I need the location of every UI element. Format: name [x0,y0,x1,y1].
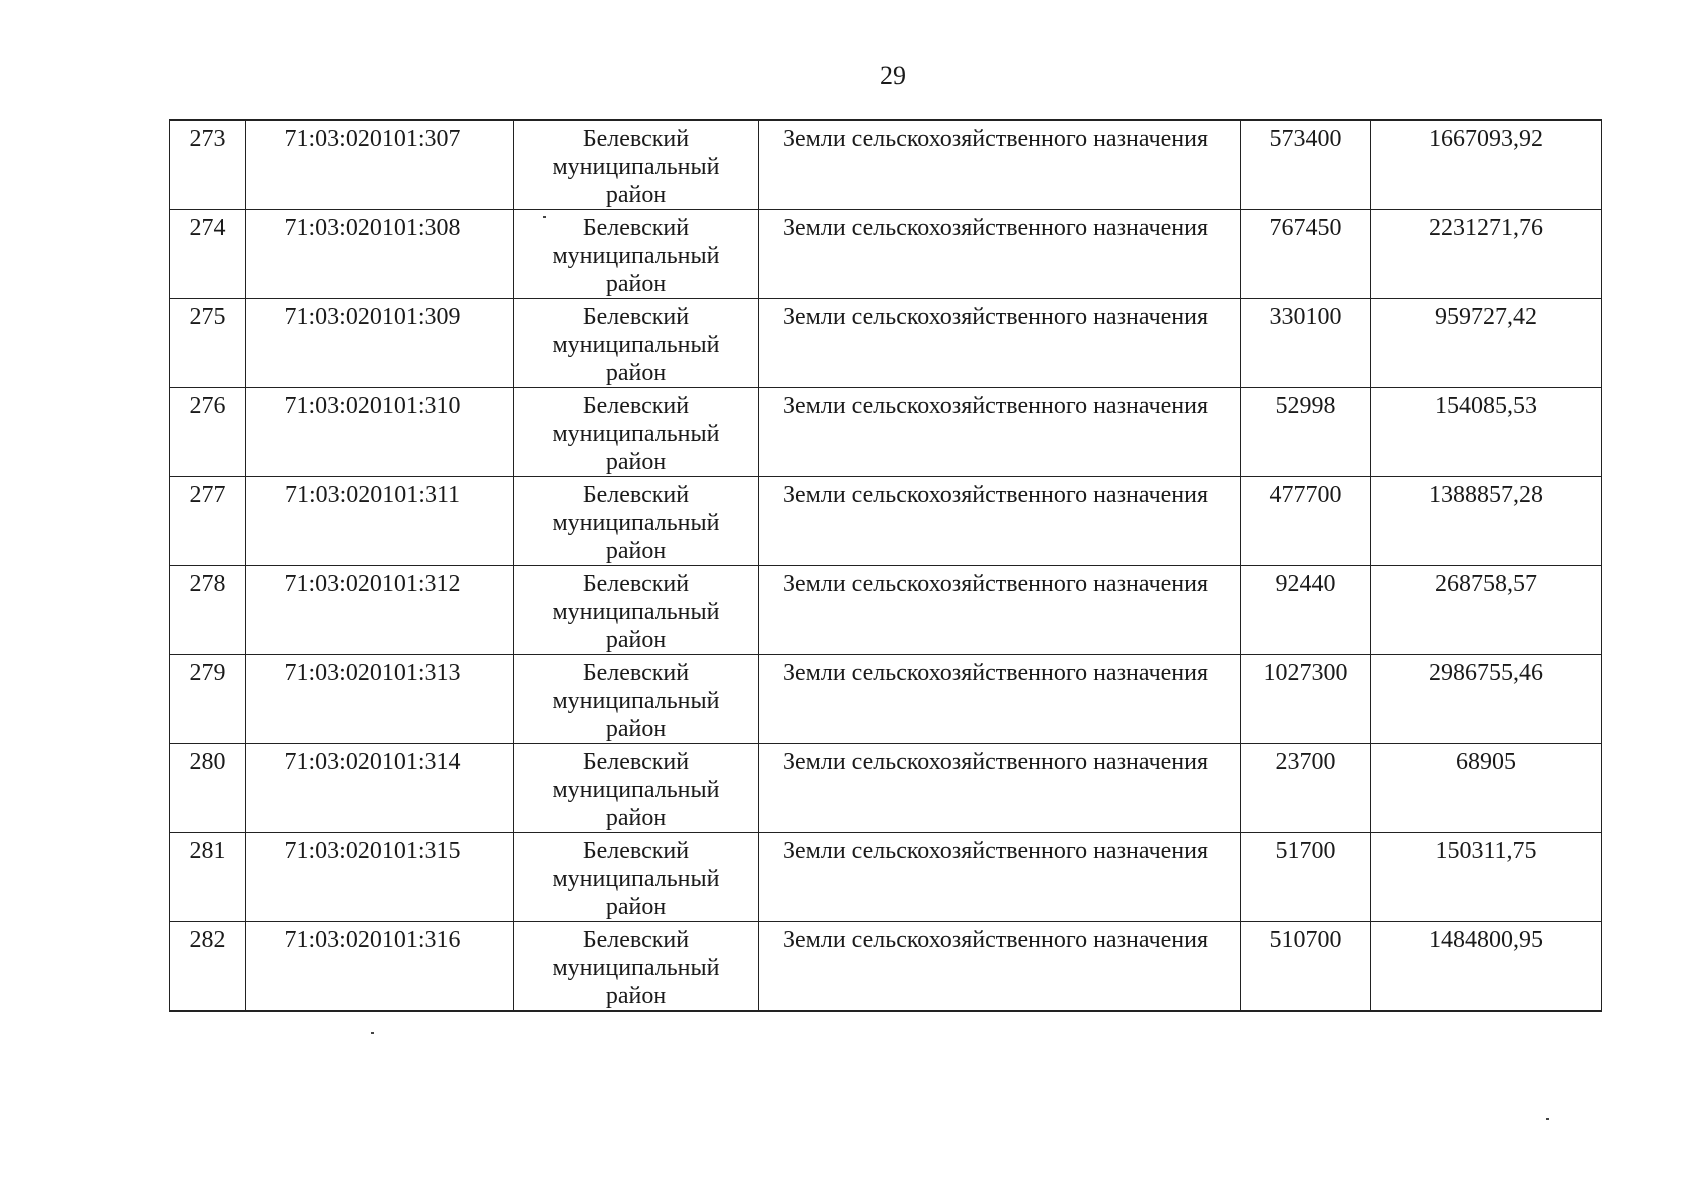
area-cell: 51700 [1241,833,1371,922]
cadastral-number-cell: 71:03:020101:314 [246,744,514,833]
area-cell: 23700 [1241,744,1371,833]
table-row [170,388,1602,477]
row-number-cell: 273 [170,120,246,210]
area-cell: 573400 [1241,120,1371,210]
row-number-cell: 280 [170,744,246,833]
district-cell: Белевский муниципальный район [514,922,759,1012]
cadastral-value-cell: 150311,75 [1371,833,1602,922]
row-number-cell: 278 [170,566,246,655]
land-category-cell: Земли сельскохозяйственного назначения [759,477,1241,566]
cadastral-value-cell: 1484800,95 [1371,922,1602,1012]
scan-speck [371,1032,374,1034]
land-category-cell: Земли сельскохозяйственного назначения [759,744,1241,833]
area-cell: 330100 [1241,299,1371,388]
table-body [170,120,1602,1011]
land-category-cell: Земли сельскохозяйственного назначения [759,210,1241,299]
district-cell: Белевский муниципальный район [514,210,759,299]
area-cell: 767450 [1241,210,1371,299]
district-cell: Белевский муниципальный район [514,477,759,566]
cadastral-number-cell: 71:03:020101:313 [246,655,514,744]
table-row [170,922,1602,1012]
cadastral-number-cell: 71:03:020101:308 [246,210,514,299]
row-number-cell: 275 [170,299,246,388]
land-category-cell: Земли сельскохозяйственного назначения [759,655,1241,744]
cadastral-value-cell: 959727,42 [1371,299,1602,388]
land-category-cell: Земли сельскохозяйственного назначения [759,299,1241,388]
land-category-cell: Земли сельскохозяйственного назначения [759,388,1241,477]
table-row [170,566,1602,655]
cadastral-number-cell: 71:03:020101:315 [246,833,514,922]
land-category-cell: Земли сельскохозяйственного назначения [759,120,1241,210]
scan-speck [1546,1118,1549,1120]
cadastral-number-cell: 71:03:020101:312 [246,566,514,655]
row-number-cell: 282 [170,922,246,1012]
area-cell: 52998 [1241,388,1371,477]
cadastral-value-cell: 68905 [1371,744,1602,833]
table-row [170,299,1602,388]
district-cell: Белевский муниципальный район [514,744,759,833]
land-category-cell: Земли сельскохозяйственного назначения [759,566,1241,655]
cadastral-value-cell: 1388857,28 [1371,477,1602,566]
cadastral-number-cell: 71:03:020101:310 [246,388,514,477]
cadastral-number-cell: 71:03:020101:307 [246,120,514,210]
area-cell: 92440 [1241,566,1371,655]
cadastral-value-cell: 2986755,46 [1371,655,1602,744]
land-category-cell: Земли сельскохозяйственного назначения [759,922,1241,1012]
cadastral-value-cell: 268758,57 [1371,566,1602,655]
cadastral-number-cell: 71:03:020101:316 [246,922,514,1012]
row-number-cell: 281 [170,833,246,922]
district-cell: Белевский муниципальный район [514,120,759,210]
district-cell: Белевский муниципальный район [514,566,759,655]
table-row [170,120,1602,210]
district-cell: Белевский муниципальный район [514,299,759,388]
cadastral-value-cell: 1667093,92 [1371,120,1602,210]
scan-speck [543,216,546,218]
page-number: 29 [880,61,906,90]
district-cell: Белевский муниципальный район [514,655,759,744]
cadastral-number-cell: 71:03:020101:309 [246,299,514,388]
cadastral-value-cell: 154085,53 [1371,388,1602,477]
area-cell: 477700 [1241,477,1371,566]
table-row [170,744,1602,833]
row-number-cell: 277 [170,477,246,566]
land-plots-table [169,119,1602,1012]
district-cell: Белевский муниципальный район [514,833,759,922]
table-row [170,655,1602,744]
district-cell: Белевский муниципальный район [514,388,759,477]
land-category-cell: Земли сельскохозяйственного назначения [759,833,1241,922]
table-row [170,210,1602,299]
area-cell: 1027300 [1241,655,1371,744]
cadastral-value-cell: 2231271,76 [1371,210,1602,299]
table-row [170,833,1602,922]
row-number-cell: 276 [170,388,246,477]
area-cell: 510700 [1241,922,1371,1012]
table-row [170,477,1602,566]
row-number-cell: 279 [170,655,246,744]
row-number-cell: 274 [170,210,246,299]
cadastral-number-cell: 71:03:020101:311 [246,477,514,566]
